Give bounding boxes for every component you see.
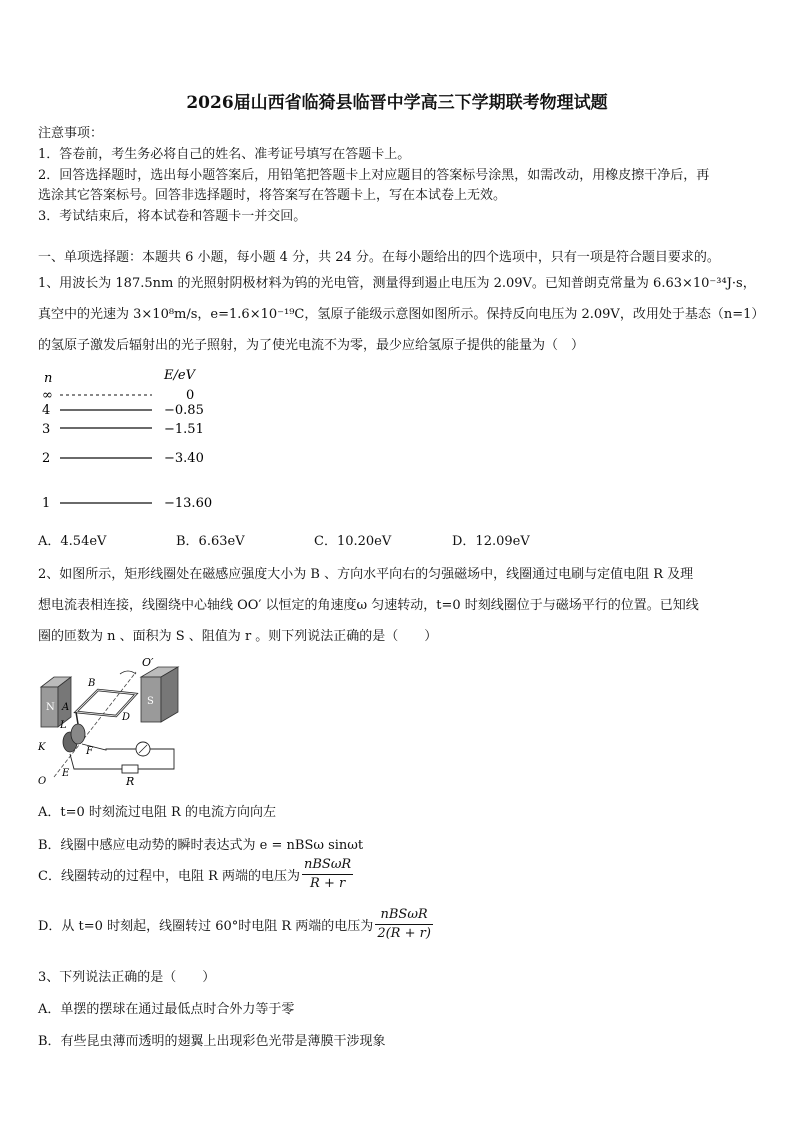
q1-line-1: 1、用波长为 187.5nm 的光照射阴极材料为钨的光电管，测量得到遏止电压为 2.09V。已知普朗克常量为 6.63×10⁻³⁴J·s， [38, 276, 756, 291]
label-o: O [38, 776, 47, 787]
energy-level-diagram [36, 362, 226, 522]
rotation-arrow [120, 671, 136, 674]
q3-option-a: A．单摆的摆球在通过最低点时合外力等于零 [38, 1002, 295, 1017]
level-n-3: 3 [42, 422, 51, 437]
q3-stem: 3、下列说法正确的是（ ） [38, 970, 216, 985]
slip-ring-2 [71, 724, 85, 744]
q2-line-1: 2、如图所示，矩形线圈处在磁感应强度大小为 B 、方向水平向右的匀强磁场中，线圈通过电刷与定值电阻 R 及理 [38, 567, 694, 582]
q2-option-d [38, 906, 433, 943]
q2-line-2: 想电流表相连接，线圈绕中心轴线 OO′ 以恒定的角速度ω 匀速转动，t=0 时刻线圈位于与磁场平行的位置。已知线 [38, 598, 699, 613]
q1-line-3: 的氢原子激发后辐射出的光子照射，为了使光电流不为零，最少应给氢原子提供的能量为（ ） [38, 338, 585, 353]
label-d: D [122, 712, 131, 723]
wire-bottom [70, 754, 122, 769]
q1-option-b: B．6.63eV [176, 534, 245, 549]
label-o-prime: O′ [142, 656, 154, 669]
q2-option-d-fraction [375, 906, 433, 943]
energy-axis-label: E/eV [164, 368, 195, 383]
label-s: S [147, 696, 154, 707]
level-e-3: −1.51 [164, 422, 204, 437]
label-l: L [60, 720, 67, 731]
level-n-1: 1 [42, 496, 51, 511]
q2-option-a: A．t=0 时刻流过电阻 R 的电流方向向左 [38, 805, 276, 820]
n-axis-label: n [44, 371, 53, 386]
label-e: E [62, 768, 70, 779]
q2-option-d-denominator: 2(R + r) [377, 926, 431, 941]
q2-option-b: B．线圈中感应电动势的瞬时表达式为 e = nBSω sinωt [38, 838, 364, 853]
section-heading: 一、单项选择题：本题共 6 小题，每小题 4 分，共 24 分。在每小题给出的四个选项中，只有一项是符合题目要求的。 [38, 250, 720, 265]
coil-lead [76, 712, 78, 724]
notes-item-3: 3．考试结束后，将本试卷和答题卡一并交回。 [38, 209, 307, 224]
q1-option-d: D．12.09eV [452, 534, 530, 549]
resistor [122, 765, 138, 773]
q3-option-b: B．有些昆虫薄而透明的翅翼上出现彩色光带是薄膜干涉现象 [38, 1034, 386, 1049]
page-title: 2026届山西省临猗县临晋中学高三下学期联考物理试题 [186, 93, 608, 113]
notes-item-1: 1．答卷前，考生务必将自己的姓名、准考证号填写在答题卡上。 [38, 147, 411, 162]
magnet-s-face [161, 667, 178, 722]
q2-option-c-text: C．线圈转动的过程中，电阻 R 两端的电压为 [38, 869, 300, 884]
q1-option-a: A．4.54eV [38, 534, 107, 549]
level-e-4: −0.85 [164, 403, 204, 418]
q2-option-c-numerator: nBSωR [302, 856, 353, 875]
generator-figure [36, 652, 196, 788]
label-r: R [126, 775, 135, 788]
notes-item-2: 2．回答选择题时，选出每小题答案后，用铅笔把答题卡上对应题目的答案标号涂黑，如需改动，用橡皮擦干净后，再 [38, 168, 710, 183]
q2-option-d-text: D．从 t=0 时刻起，线圈转过 60°时电阻 R 两端的电压为 [38, 919, 374, 934]
level-n-2: 2 [42, 451, 51, 466]
level-e-inf: 0 [186, 388, 195, 403]
level-e-2: −3.40 [164, 451, 204, 466]
label-f: F [86, 746, 93, 757]
level-e-1: −13.60 [164, 496, 213, 511]
q2-option-c-denominator: R + r [310, 876, 346, 891]
q2-option-c [38, 856, 353, 893]
label-a: A [62, 702, 70, 713]
q2-option-d-numerator: nBSωR [375, 906, 433, 925]
label-n: N [46, 702, 55, 713]
notes-heading: 注意事项： [38, 126, 104, 141]
label-b: B [88, 678, 96, 689]
level-n-inf: ∞ [42, 388, 53, 403]
label-k: K [38, 742, 46, 753]
notes-item-2-cont: 选涂其它答案标号。回答非选择题时，将答案写在答题卡上，写在本试卷上无效。 [38, 188, 507, 203]
level-n-4: 4 [42, 403, 51, 418]
q2-line-3: 圈的匝数为 n 、面积为 S 、阻值为 r 。则下列说法正确的是（ ） [38, 629, 438, 644]
q1-option-c: C．10.20eV [314, 534, 392, 549]
q1-line-2: 真空中的光速为 3×10⁸m/s，e=1.6×10⁻¹⁹C，氢原子能级示意图如图所示。保持反向电压为 2.09V，改用处于基态（n=1） [38, 307, 765, 322]
q2-option-c-fraction [302, 856, 353, 893]
